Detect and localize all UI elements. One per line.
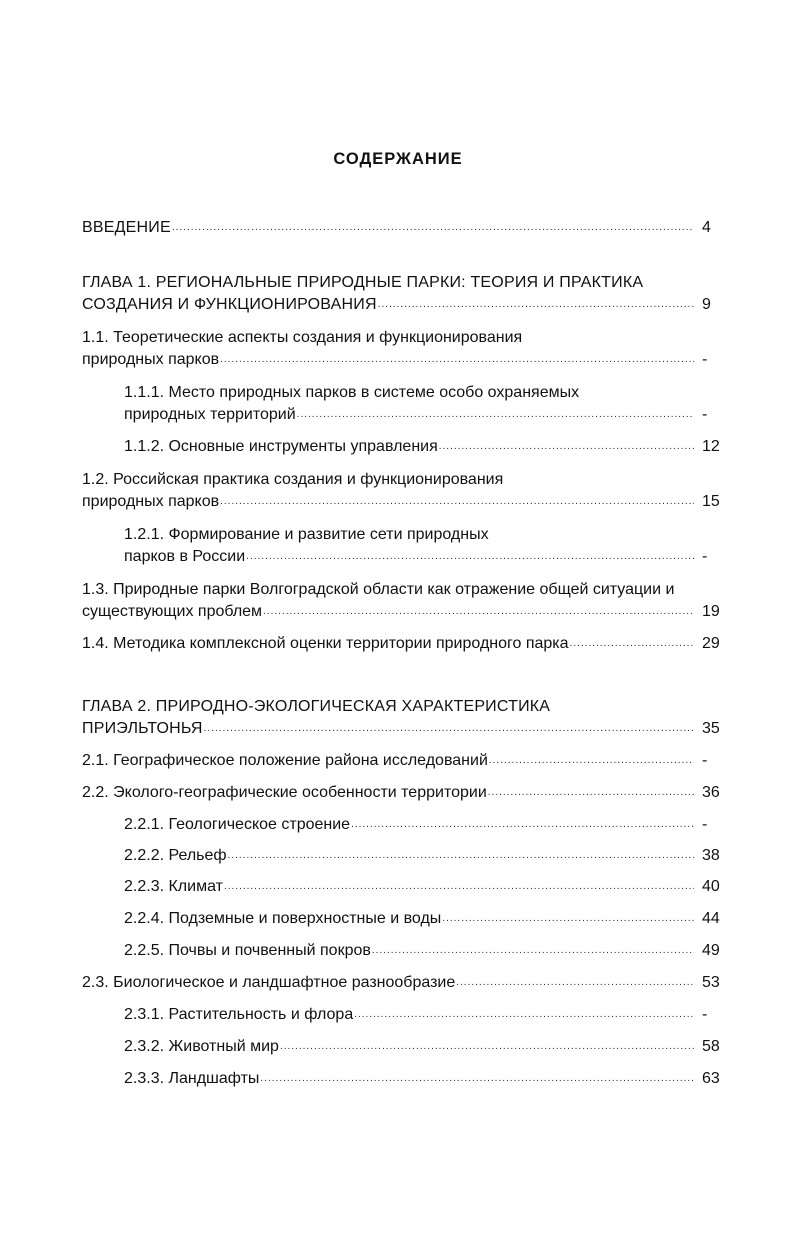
toc-entry-text: природных парков [82,351,220,368]
toc-page-number: 38 [702,847,720,864]
toc-entry-text: природных территорий [124,406,296,423]
toc-page-number: - [702,548,708,565]
toc-page-number: 29 [702,635,720,652]
toc-entry-text: 2.2.3. Климат [124,878,223,895]
dot-leader [220,495,694,509]
toc-entry-1-1-2[interactable] [124,437,696,457]
toc-entry-2-3-1[interactable] [124,1005,696,1025]
section-1-1-1-line1[interactable]: 1.1.1. Место природных парков в системе особо охраняемых [124,384,580,401]
toc-page-number: - [702,351,708,368]
toc-entry-text: ПРИЭЛЬТОНЬЯ [82,720,203,737]
toc-entry-text: парков в России [124,548,246,565]
toc-entry-text: 2.2.4. Подземные и поверхностные и воды [124,910,442,927]
dot-leader [439,440,694,454]
toc-entry-text: 2.2.2. Рельеф [124,847,227,864]
dot-leader [442,912,694,926]
toc-page-number: 12 [702,438,720,455]
dot-leader [488,786,694,800]
dot-leader [378,298,694,312]
dot-leader [489,754,694,768]
toc-entry-text: 1.1.2. Основные инструменты управления [124,438,438,455]
toc-entry-chapter-1[interactable] [82,295,696,315]
toc-page-number: 40 [702,878,720,895]
toc-entry-text: 2.3.1. Растительность и флора [124,1006,354,1023]
toc-entry-1-1[interactable] [82,350,696,370]
section-1-3-line1[interactable]: 1.3. Природные парки Волгоградской области как отражение общей ситуации и [82,581,675,598]
toc-page-number: 4 [702,219,711,236]
dot-leader [246,550,694,564]
toc-entry-2-3-2[interactable] [124,1037,696,1057]
toc-entry-text: 2.3. Биологическое и ландшафтное разнообразие [82,974,456,991]
toc-entry-2-2-5[interactable] [124,941,696,961]
toc-entry-text: 2.2. Эколого-географические особенности территории [82,784,487,801]
toc-entry-intro[interactable] [82,218,696,238]
toc-page-number: 35 [702,720,720,737]
toc-page-number: - [702,1006,708,1023]
toc-page-number: 53 [702,974,720,991]
chapter-1-title-line1[interactable]: ГЛАВА 1. РЕГИОНАЛЬНЫЕ ПРИРОДНЫЕ ПАРКИ: ТЕОРИЯ И ПРАКТИКА [82,274,644,291]
toc-entry-2-1[interactable] [82,751,696,771]
toc-entry-1-4[interactable] [82,634,696,654]
dot-leader [456,976,694,990]
dot-leader [280,1040,694,1054]
toc-entry-2-2[interactable] [82,783,696,803]
toc-entry-text: 2.3.2. Животный мир [124,1038,279,1055]
toc-entry-text: СОЗДАНИЯ И ФУНКЦИОНИРОВАНИЯ [82,296,377,313]
toc-page-number: 9 [702,296,711,313]
toc-entry-1-2-1[interactable] [124,547,696,567]
toc-entry-1-1-1[interactable] [124,405,696,425]
toc-entry-1-2[interactable] [82,492,696,512]
toc-entry-text: 2.3.3. Ландшафты [124,1070,260,1087]
toc-entry-chapter-2[interactable] [82,719,696,739]
toc-page-number: 15 [702,493,720,510]
toc-page-number: 49 [702,942,720,959]
dot-leader [172,221,694,235]
toc-entry-2-3-3[interactable] [124,1069,696,1089]
dot-leader [224,880,694,894]
toc-entry-text: 2.2.5. Почвы и почвенный покров [124,942,371,959]
toc-entry-2-2-2[interactable] [124,846,696,866]
section-1-2-1-line1[interactable]: 1.2.1. Формирование и развитие сети природных [124,526,489,543]
toc-entry-text: существующих проблем [82,603,263,620]
dot-leader [263,605,694,619]
toc-entry-text: природных парков [82,493,220,510]
toc-page-number: - [702,752,708,769]
dot-leader [220,353,694,367]
toc-entry-2-2-4[interactable] [124,909,696,929]
dot-leader [570,637,694,651]
dot-leader [260,1072,694,1086]
toc-page-number: - [702,406,708,423]
toc-entry-2-2-3[interactable] [124,877,696,897]
page-title: СОДЕРЖАНИЕ [333,150,463,168]
toc-page-number: - [702,816,708,833]
dot-leader [228,849,694,863]
toc-entry-text: 1.4. Методика комплексной оценки территории природного парка [82,635,569,652]
toc-page-number: 63 [702,1070,720,1087]
chapter-2-title-line1[interactable]: ГЛАВА 2. ПРИРОДНО-ЭКОЛОГИЧЕСКАЯ ХАРАКТЕРИСТИКА [82,698,551,715]
toc-entry-text: 2.1. Географическое положение района исследований [82,752,488,769]
section-1-1-line1[interactable]: 1.1. Теоретические аспекты создания и функционирования [82,329,523,346]
toc-entry-text: ВВЕДЕНИЕ [82,219,171,236]
toc-entry-1-3[interactable] [82,602,696,622]
dot-leader [204,722,694,736]
dot-leader [354,1008,694,1022]
toc-page-number: 36 [702,784,720,801]
toc-page-number: 58 [702,1038,720,1055]
toc-page-number: 44 [702,910,720,927]
toc-entry-2-2-1[interactable] [124,815,696,835]
toc-entry-2-3[interactable] [82,973,696,993]
section-1-2-line1[interactable]: 1.2. Российская практика создания и функционирования [82,471,504,488]
toc-entry-text: 2.2.1. Геологическое строение [124,816,351,833]
dot-leader [351,818,694,832]
dot-leader [297,408,694,422]
toc-page-number: 19 [702,603,720,620]
dot-leader [372,944,694,958]
